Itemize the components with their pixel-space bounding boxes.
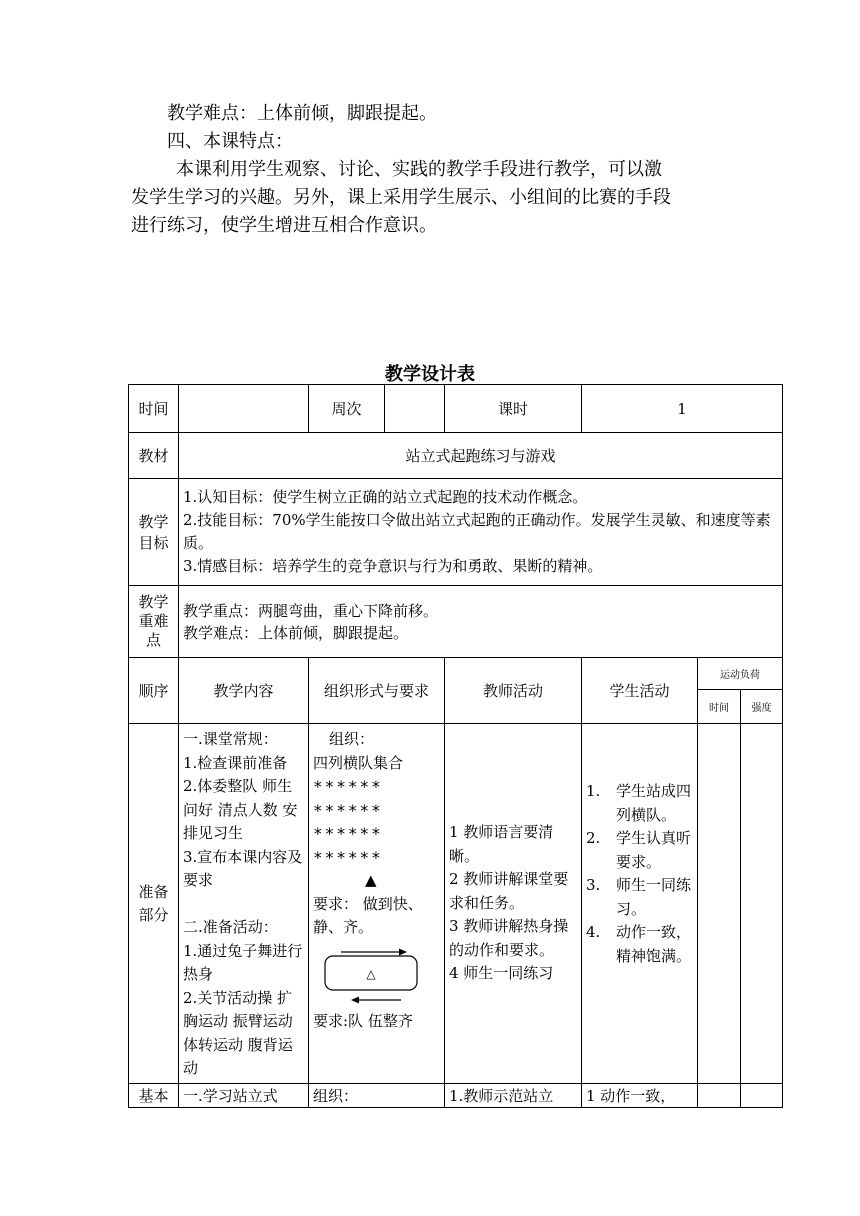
goal-item: 2.技能目标：70%学生能按口令做出站立式起跑的正确动作。发展学生灵敏、和速度等素质。 (183, 511, 771, 552)
basic-teacher-activity: 1.教师示范站立 (445, 1084, 582, 1108)
table-title: 教学设计表 (385, 364, 475, 385)
list-item (586, 874, 693, 921)
goal-item: 3.情感目标：培养学生的竞争意识与行为和勇敢、果断的精神。 (183, 557, 603, 575)
table-row (129, 1084, 783, 1108)
difficult-point: 教学难点：上体前倾，脚跟提起。 (183, 623, 409, 642)
list-number: 3. (586, 876, 601, 894)
table-row (129, 433, 783, 479)
keypoints-label: 教学重难点 (129, 586, 179, 658)
teacher-activity-item: 2 教师讲解课堂要求和任务。 (449, 870, 569, 912)
teacher-activity-item: 4 师生一同练习 (449, 964, 554, 983)
table-row (129, 724, 783, 1084)
table-row (129, 586, 783, 658)
org-title: 组织： (329, 730, 375, 748)
basic-label: 基本 (129, 1084, 179, 1108)
header-teacher: 教师活动 (445, 658, 582, 724)
basic-load-intensity (741, 1084, 783, 1108)
content-line (183, 893, 304, 917)
list-item (586, 827, 693, 874)
header-student: 学生活动 (582, 658, 698, 724)
intro-difficulty: 教学难点：上体前倾，脚跟提起。 (167, 103, 437, 124)
basic-student-activity: 1 动作一致， (582, 1084, 698, 1108)
goals-cell (179, 479, 783, 586)
content-line: 1.通过兔子舞进行热身 (183, 941, 303, 983)
goals-label: 教学目标 (129, 479, 179, 586)
list-text: 动作一致，精神饱满。 (616, 923, 692, 965)
org-formation: 四列横队集合 (313, 753, 404, 772)
table-header-row (129, 658, 783, 690)
period-value: 1 (582, 385, 783, 433)
prep-load-time (698, 724, 741, 1084)
content-line: 2.体委整队 师生问好 清点人数 安排见习生 (183, 777, 298, 842)
header-content: 教学内容 (179, 658, 309, 724)
header-organization: 组织形式与要求 (309, 658, 445, 724)
period-label: 课时 (445, 385, 582, 433)
student-formation-row: ****** (313, 777, 383, 796)
intro-features-line: 发学生学习的兴趣。另外，课上采用学生展示、小组间的比赛的手段 (131, 187, 671, 208)
lesson-plan-table (128, 384, 783, 1108)
intro-section-heading: 四、本课特点： (167, 131, 293, 152)
list-number: 4. (586, 923, 601, 941)
arrow-right-head (399, 948, 407, 955)
org-requirement: 要求:队 伍整齐 (313, 1011, 413, 1030)
time-label: 时间 (129, 385, 179, 433)
key-point: 教学重点：两腿弯曲，重心下降前移。 (183, 601, 439, 620)
content-line: 一.课堂常规： (183, 730, 278, 748)
week-label: 周次 (309, 385, 385, 433)
list-text: 学生认真听要求。 (616, 829, 692, 871)
intro-features-line: 进行练习，使学生增进互相合作意识。 (131, 215, 437, 236)
content-line: 3.宣布本课内容及要求 (183, 847, 303, 889)
prep-student-activity (582, 724, 698, 1084)
list-number: 2. (586, 829, 601, 847)
student-formation-row: ****** (313, 847, 383, 867)
prep-label: 准备部分 (129, 724, 179, 1084)
goal-item: 1.认知目标：使学生树立正确的站立式起跑的技术动作概念。 (183, 488, 588, 506)
content-line: 1.检查课前准备 (183, 753, 288, 772)
teacher-position-symbol: △ (366, 966, 376, 981)
content-line: 二.准备活动： (183, 918, 278, 936)
teacher-marker: ▲ (365, 871, 377, 889)
student-formation-row: ****** (313, 800, 383, 820)
content-line: 2.关节活动操 扩胸运动 振臂运动 体转运动 腹背运动 (183, 988, 293, 1077)
prep-organization (309, 724, 445, 1084)
table-row (129, 479, 783, 586)
keypoints-cell (179, 586, 783, 658)
material-value: 站立式起跑练习与游戏 (179, 433, 783, 479)
basic-load-time (698, 1084, 741, 1108)
basic-content: 一.学习站立式 (179, 1084, 309, 1108)
arrow-left-head (351, 996, 359, 1003)
header-order: 顺序 (129, 658, 179, 724)
running-circuit-diagram (321, 946, 421, 1006)
list-text: 学生站成四列横队。 (616, 782, 692, 824)
org-requirement: 要求： 做到快、静、齐。 (313, 894, 423, 936)
list-item (586, 921, 693, 968)
teacher-activity-item: 1 教师语言要清晰。 (449, 823, 554, 865)
intro-text (131, 100, 741, 240)
intro-features-line: 本课利用学生观察、讨论、实践的教学手段进行教学，可以激 (176, 159, 662, 180)
list-text: 师生一同练习。 (616, 876, 692, 918)
week-value (385, 385, 445, 433)
student-activity-list (586, 780, 693, 968)
student-formation-row: ****** (313, 824, 383, 843)
teacher-activity-item: 3 教师讲解热身操的动作和要求。 (449, 917, 569, 959)
header-load-intensity: 强度 (741, 690, 783, 724)
table-row (129, 385, 783, 433)
time-value (179, 385, 309, 433)
list-item (586, 780, 693, 827)
material-label: 教材 (129, 433, 179, 479)
prep-content (179, 724, 309, 1084)
list-number: 1. (586, 782, 601, 800)
header-load-time: 时间 (698, 690, 741, 724)
prep-teacher-activity (445, 724, 582, 1084)
basic-organization: 组织： (309, 1084, 445, 1108)
prep-load-intensity (741, 724, 783, 1084)
header-load: 运动负荷 (698, 658, 783, 690)
